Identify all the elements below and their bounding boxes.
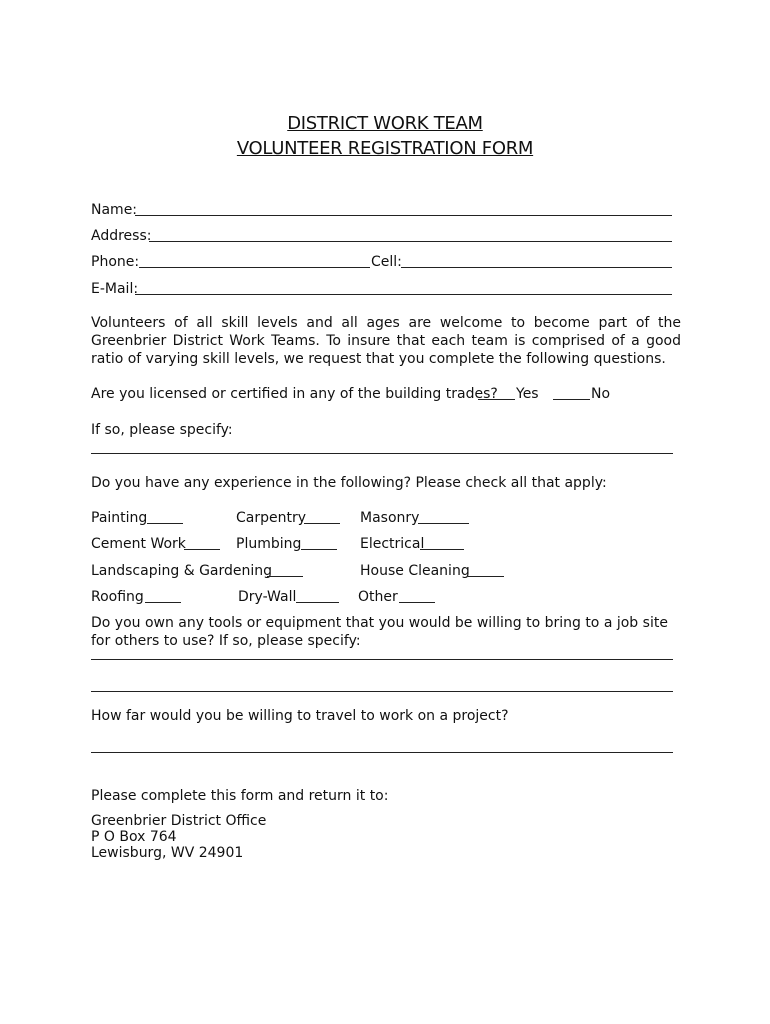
- licensed-question: Are you licensed or certified in any of the building trades?: [91, 386, 498, 402]
- address-line3: Lewisburg, WV 24901: [91, 845, 244, 861]
- travel-question: How far would you be willing to travel to work on a project?: [91, 708, 509, 724]
- dry-wall-check[interactable]: [296, 602, 339, 603]
- cement-work-check[interactable]: [184, 549, 220, 550]
- email-field[interactable]: [135, 294, 672, 295]
- tools-field-line1[interactable]: [91, 659, 673, 660]
- roofing-label: Roofing: [91, 589, 144, 605]
- cell-field[interactable]: [401, 267, 672, 268]
- address-label: Address:: [91, 228, 152, 244]
- electrical-label: Electrical: [360, 536, 425, 552]
- masonry-label: Masonry: [360, 510, 420, 526]
- tools-question: Do you own any tools or equipment that you would be willing to bring to a job site for others to use? If so, please specify:: [91, 615, 668, 649]
- name-field[interactable]: [135, 215, 672, 216]
- travel-field[interactable]: [91, 752, 673, 753]
- phone-field[interactable]: [139, 267, 370, 268]
- plumbing-check[interactable]: [301, 549, 337, 550]
- licensed-no-blank[interactable]: [553, 399, 590, 400]
- experience-question: Do you have any experience in the following? Please check all that apply:: [91, 475, 607, 491]
- address-field[interactable]: [149, 241, 672, 242]
- painting-label: Painting: [91, 510, 148, 526]
- other-check[interactable]: [399, 602, 435, 603]
- intro-paragraph: Volunteers of all skill levels and all ages are welcome to become part of the Greenbrier District Work Teams. To insure that each team is comprised of a good ratio of varying skill levels, we request that you complete the following questions.: [91, 315, 681, 367]
- if-so-label: If so, please specify:: [91, 422, 233, 438]
- house-cleaning-check[interactable]: [468, 576, 504, 577]
- landscaping-label: Landscaping & Gardening: [91, 563, 273, 579]
- licensed-no-label: No: [591, 386, 611, 402]
- house-cleaning-label: House Cleaning: [360, 563, 470, 579]
- licensed-yes-label: Yes: [516, 386, 539, 402]
- phone-label: Phone:: [91, 254, 140, 270]
- name-label: Name:: [91, 202, 138, 218]
- address-line2: P O Box 764: [91, 829, 177, 845]
- email-label: E-Mail:: [91, 281, 139, 297]
- cement-work-label: Cement Work: [91, 536, 186, 552]
- landscaping-check[interactable]: [267, 576, 303, 577]
- masonry-check[interactable]: [418, 523, 469, 524]
- form-title-line1: DISTRICT WORK TEAM: [287, 113, 483, 134]
- electrical-check[interactable]: [420, 549, 464, 550]
- tools-field-line2[interactable]: [91, 691, 673, 692]
- plumbing-label: Plumbing: [236, 536, 302, 552]
- license-specify-field[interactable]: [91, 453, 673, 454]
- carpentry-label: Carpentry: [236, 510, 307, 526]
- return-instruction: Please complete this form and return it to:: [91, 788, 389, 804]
- carpentry-check[interactable]: [304, 523, 340, 524]
- roofing-check[interactable]: [145, 602, 181, 603]
- cell-label: Cell:: [371, 254, 402, 270]
- licensed-yes-blank[interactable]: [478, 399, 515, 400]
- other-label: Other: [358, 589, 398, 605]
- painting-check[interactable]: [147, 523, 183, 524]
- form-title-line2: VOLUNTEER REGISTRATION FORM: [236, 138, 534, 159]
- address-line1: Greenbrier District Office: [91, 813, 267, 829]
- dry-wall-label: Dry-Wall: [238, 589, 297, 605]
